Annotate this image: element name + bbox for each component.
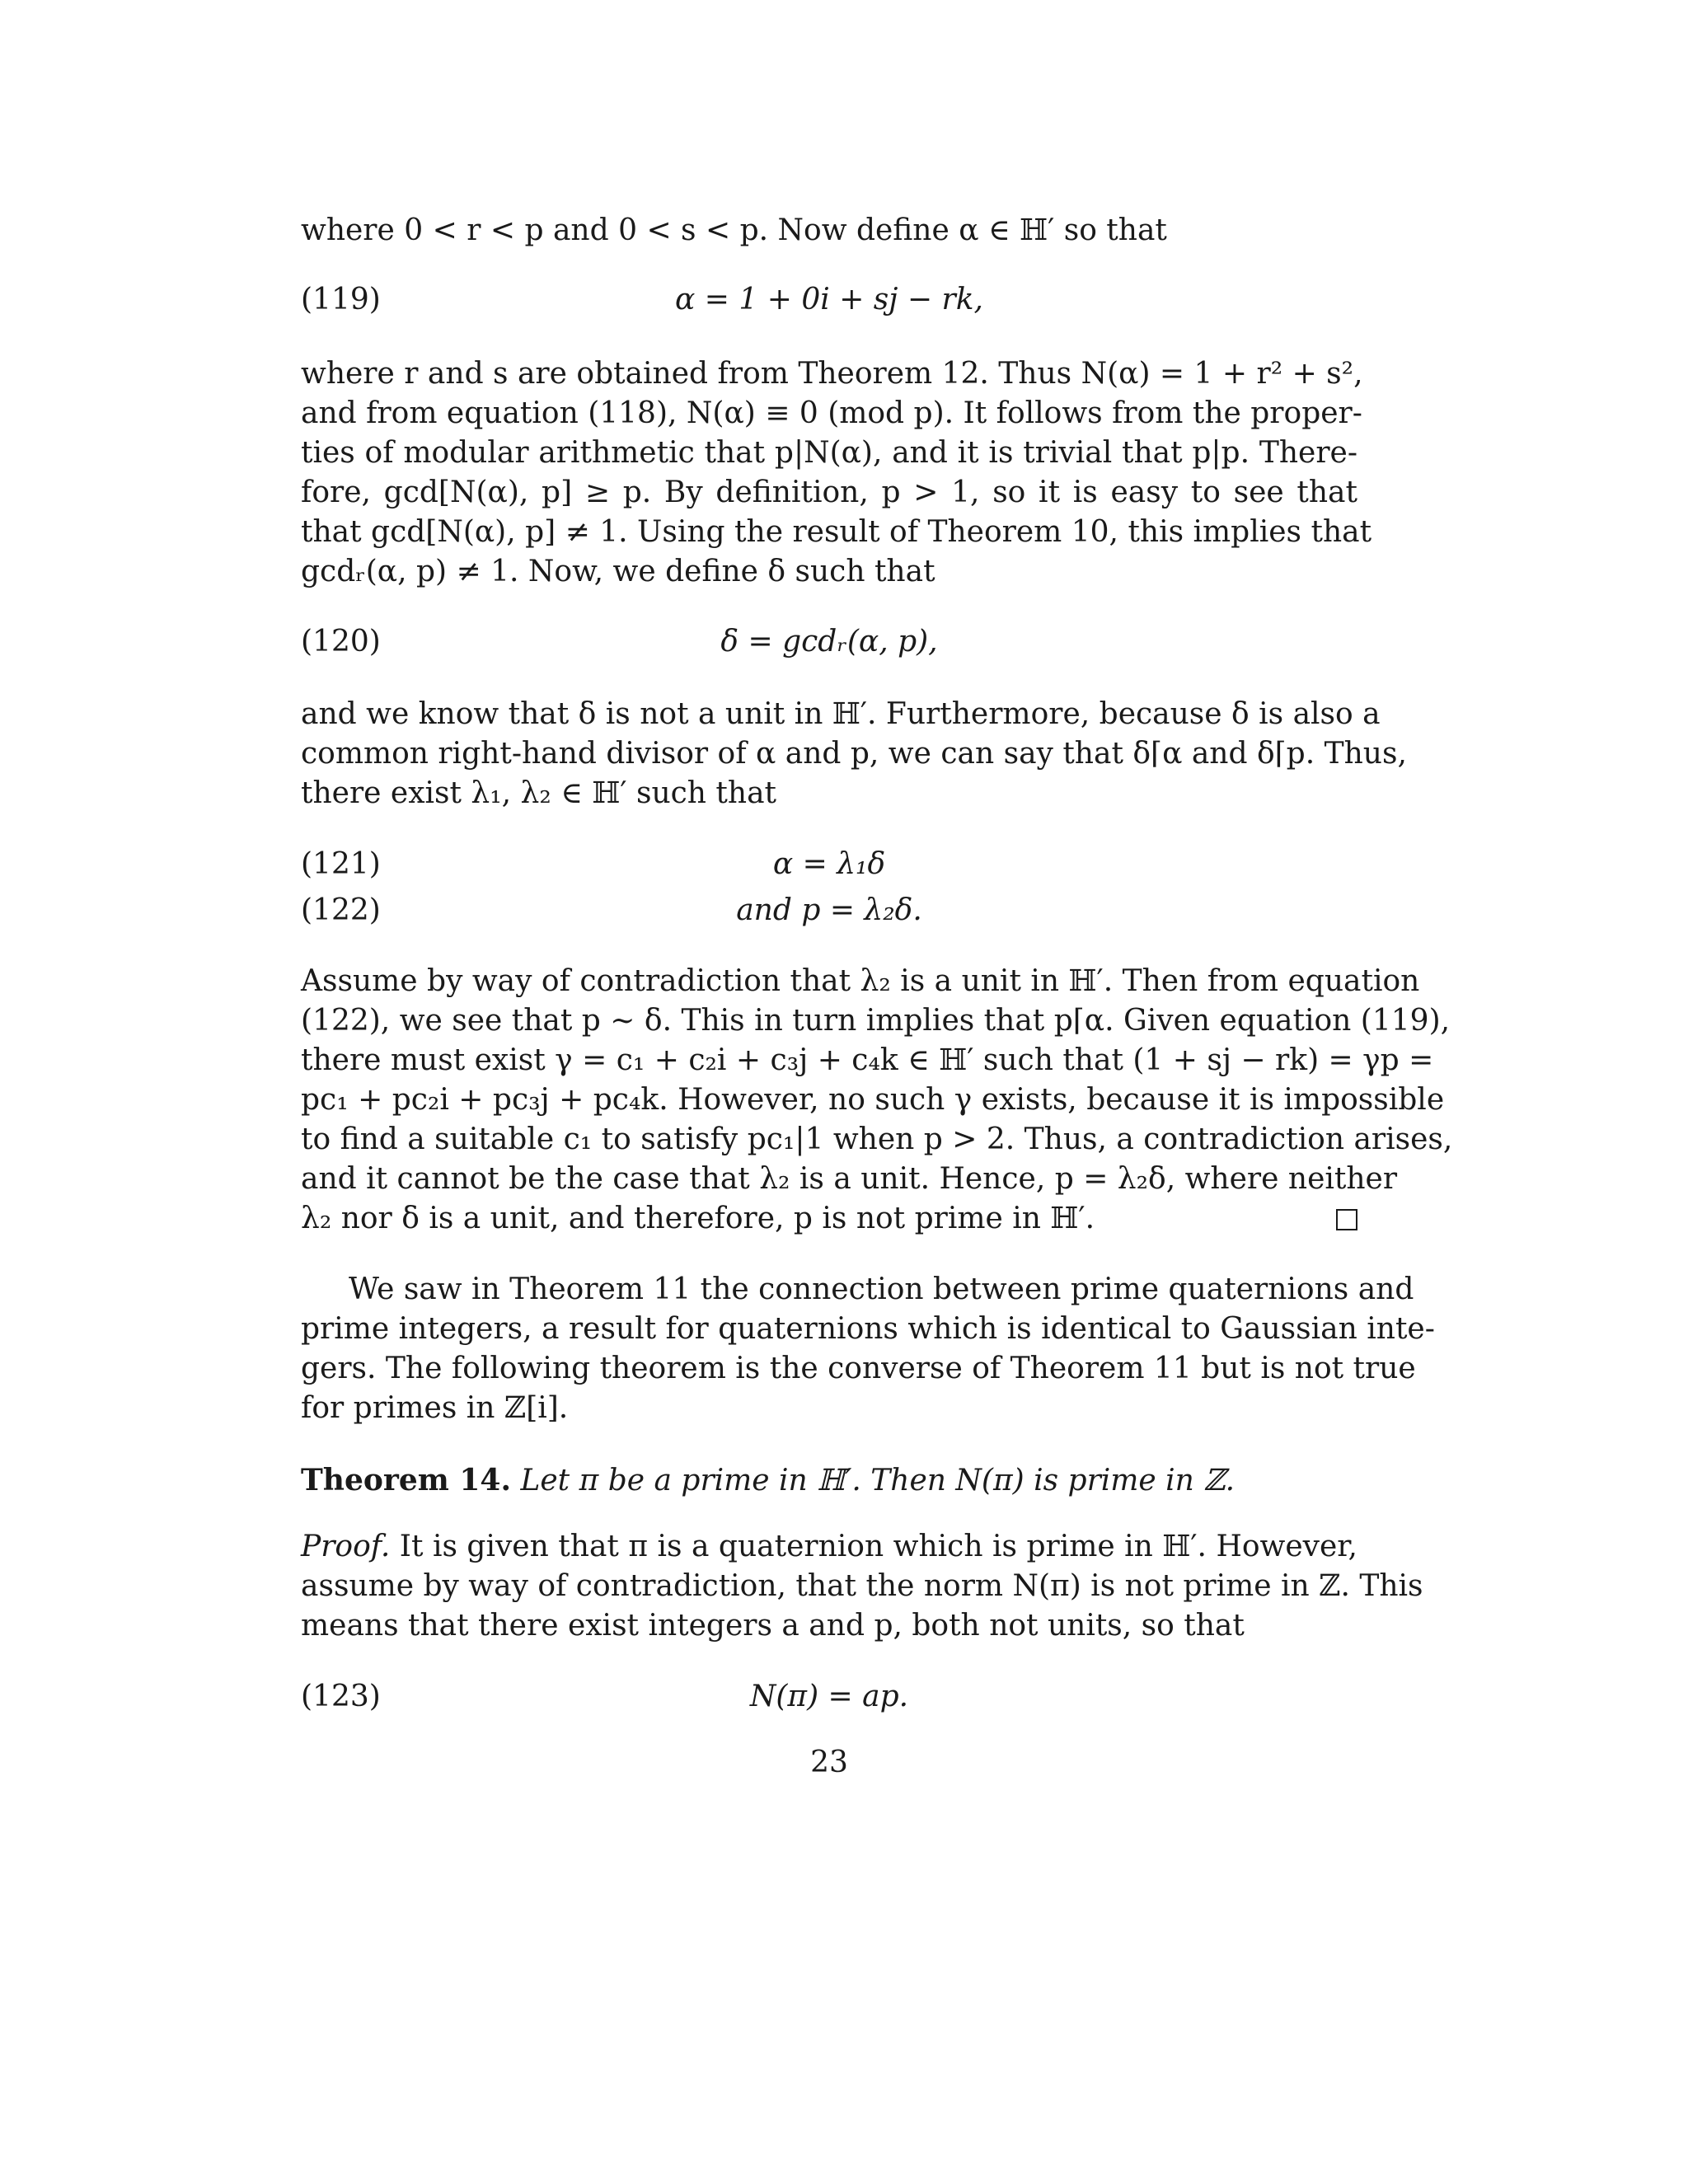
text-line: there must exist γ = c₁ + c₂i + c₃j + c₄k ∈ ℍ′ such that (1 + sj − rk) = γp = <box>301 1043 1434 1077</box>
text-line: there exist λ₁, λ₂ ∈ ℍ′ such that <box>301 776 777 810</box>
text-line: means that there exist integers a and p, both not units, so that <box>301 1609 1245 1643</box>
equation-122 <box>301 891 1357 930</box>
proof-text: It is given that π is a quaternion which is prime in ℍ′. However, <box>399 1530 1357 1563</box>
text-line: that gcd[N(α), p] ≠ 1. Using the result of Theorem 10, this implies that <box>301 515 1372 549</box>
text-line: fore, gcd[N(α), p] ≥ p. By definition, p > 1, so it is easy to see that <box>301 476 1357 509</box>
text-line: to find a suitable c₁ to satisfy pc₁|1 when p > 2. Thus, a contradiction arises, <box>301 1122 1453 1156</box>
text-line: prime integers, a result for quaternions which is identical to Gaussian inte- <box>301 1312 1435 1346</box>
paper-page <box>301 0 1453 2184</box>
proof-heading: Proof. <box>301 1530 391 1563</box>
text-line: for primes in ℤ[i]. <box>301 1391 569 1425</box>
text-line: Assume by way of contradiction that λ₂ is a unit in ℍ′. Then from equation <box>301 964 1420 998</box>
text-line: gcdᵣ(α, p) ≠ 1. Now, we define δ such that <box>301 555 935 588</box>
text-line: and we know that δ is not a unit in ℍ′. Furthermore, because δ is also a <box>301 697 1381 731</box>
equation-body: δ = gcdᵣ(α, p), <box>720 625 938 658</box>
text-line: assume by way of contradiction, that the norm N(π) is not prime in ℤ. This <box>301 1569 1423 1603</box>
theorem-statement: Let π be a prime in ℍ′. Then N(π) is prime in ℤ. <box>520 1464 1236 1497</box>
equation-number: (119) <box>301 283 381 316</box>
equation-123 <box>301 1677 1357 1717</box>
text-line: We saw in Theorem 11 the connection between prime quaternions and <box>349 1272 1414 1306</box>
theorem-14 <box>301 1460 1357 1501</box>
proof-first-line <box>301 1527 1357 1567</box>
text-line: ties of modular arithmetic that p|N(α), and it is trivial that p|p. There- <box>301 436 1357 470</box>
equation-body: and p = λ₂δ. <box>736 893 922 927</box>
equation-body: α = 1 + 0i + sj − rk, <box>675 283 983 316</box>
text-line: pc₁ + pc₂i + pc₃j + pc₄k. However, no such γ exists, because it is impossible <box>301 1083 1445 1117</box>
text-line: common right-hand divisor of α and p, we can say that δ⌈α and δ⌈p. Thus, <box>301 737 1407 771</box>
text-line: where 0 < r < p and 0 < s < p. Now define α ∈ ℍ′ so that <box>301 213 1167 247</box>
text-line: and it cannot be the case that λ₂ is a unit. Hence, p = λ₂δ, where neither <box>301 1162 1398 1196</box>
text-line: and from equation (118), N(α) ≡ 0 (mod p). It follows from the proper- <box>301 396 1362 430</box>
equation-120 <box>301 622 1357 662</box>
equation-number: (121) <box>301 847 381 881</box>
equation-121 <box>301 845 1357 884</box>
text-line: (122), we see that p ∼ δ. This in turn implies that p⌈α. Given equation (119), <box>301 1004 1451 1038</box>
equation-body: α = λ₁δ <box>772 847 886 881</box>
qed-symbol <box>1336 1209 1357 1230</box>
text-line: gers. The following theorem is the converse of Theorem 11 but is not true <box>301 1352 1416 1385</box>
equation-number: (120) <box>301 625 381 658</box>
text-line: where r and s are obtained from Theorem 12. Thus N(α) = 1 + r² + s², <box>301 357 1363 391</box>
equation-119 <box>301 280 1357 320</box>
theorem-heading: Theorem 14. <box>301 1463 512 1497</box>
equation-number: (122) <box>301 893 381 927</box>
equation-body: N(π) = ap. <box>749 1680 909 1713</box>
equation-number: (123) <box>301 1680 381 1713</box>
text-line: λ₂ nor δ is a unit, and therefore, p is not prime in ℍ′. <box>301 1202 1095 1235</box>
page-number: 23 <box>810 1746 848 1779</box>
